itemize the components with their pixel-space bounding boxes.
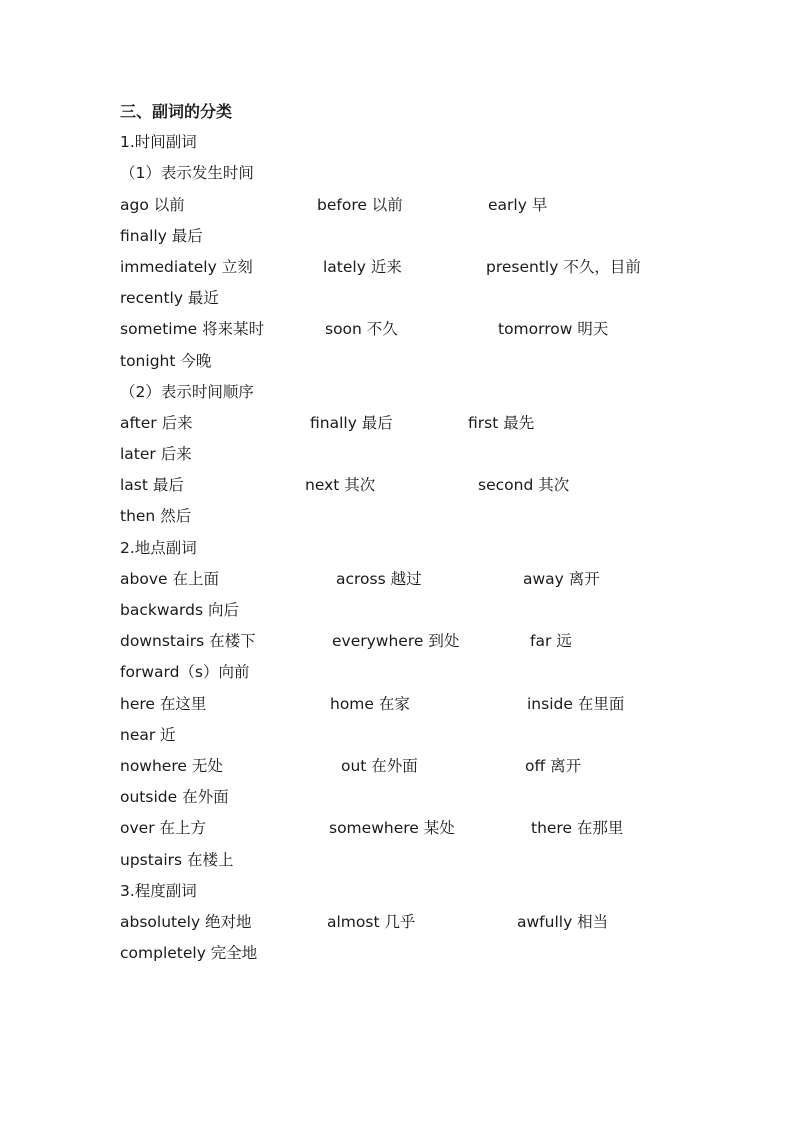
vocab-row (120, 190, 720, 221)
vocab-entry: before 以前 (317, 195, 403, 214)
vocab-entry: nowhere 无处 (120, 756, 223, 775)
vocab-row (120, 845, 720, 876)
vocab-row (120, 751, 720, 782)
vocab-entry: presently 不久，目前 (486, 257, 641, 276)
vocab-entry: ago 以前 (120, 195, 185, 214)
vocab-row (120, 720, 720, 751)
vocab-entry: almost 几乎 (327, 912, 416, 931)
vocab-entry: there 在那里 (531, 819, 624, 838)
vocab-entry: across 越过 (336, 569, 422, 588)
vocab-entry: outside 在外面 (120, 788, 229, 807)
vocab-row (120, 907, 720, 938)
vocab-entry: forward（s）向前 (120, 663, 250, 682)
vocab-entry: over 在上方 (120, 819, 206, 838)
vocab-row (120, 283, 720, 314)
vocab-entry: near 近 (120, 725, 176, 744)
vocab-entry: everywhere 到处 (332, 632, 460, 651)
vocab-row (120, 408, 720, 439)
document-body (120, 96, 720, 969)
vocab-row (120, 439, 720, 470)
vocab-entry: next 其次 (305, 476, 376, 495)
vocab-row (120, 314, 720, 345)
vocab-row (120, 938, 720, 969)
section-heading-time: 1.时间副词 (120, 133, 197, 152)
vocab-entry: lately 近来 (323, 257, 402, 276)
vocab-entry: inside 在里面 (527, 694, 625, 713)
vocab-entry: out 在外面 (341, 756, 418, 775)
vocab-row (120, 470, 720, 501)
vocab-entry: here 在这里 (120, 694, 207, 713)
vocab-row (120, 782, 720, 813)
vocab-entry: early 早 (488, 195, 548, 214)
vocab-entry: absolutely 绝对地 (120, 912, 252, 931)
vocab-entry: recently 最近 (120, 289, 219, 308)
vocab-entry: immediately 立刻 (120, 257, 253, 276)
vocab-entry: away 离开 (523, 569, 600, 588)
vocab-row (120, 689, 720, 720)
vocab-entry: far 远 (530, 632, 572, 651)
vocab-entry: after 后来 (120, 413, 193, 432)
vocab-entry: upstairs 在楼上 (120, 850, 234, 869)
vocab-row (120, 657, 720, 688)
vocab-row (120, 252, 720, 283)
subsection-heading-occurrence: （1）表示发生时间 (120, 164, 254, 183)
subsection-heading-sequence: （2）表示时间顺序 (120, 382, 254, 401)
vocab-entry: finally 最后 (310, 413, 393, 432)
vocab-entry: soon 不久 (325, 320, 398, 339)
vocab-entry: tonight 今晚 (120, 351, 212, 370)
page-title: 三、副词的分类 (120, 102, 233, 121)
vocab-entry: tomorrow 明天 (498, 320, 609, 339)
vocab-row (120, 813, 720, 844)
vocab-entry: above 在上面 (120, 569, 219, 588)
vocab-entry: home 在家 (330, 694, 410, 713)
vocab-entry: awfully 相当 (517, 912, 609, 931)
vocab-entry: off 离开 (525, 756, 582, 775)
vocab-entry: somewhere 某处 (329, 819, 455, 838)
vocab-entry: downstairs 在楼下 (120, 632, 256, 651)
section-heading-place: 2.地点副词 (120, 538, 197, 557)
vocab-entry: then 然后 (120, 507, 192, 526)
vocab-row (120, 595, 720, 626)
vocab-entry: completely 完全地 (120, 944, 258, 963)
vocab-row (120, 626, 720, 657)
vocab-row (120, 346, 720, 377)
vocab-entry: sometime 将来某时 (120, 320, 265, 339)
section-heading-degree: 3.程度副词 (120, 881, 197, 900)
vocab-entry: last 最后 (120, 476, 184, 495)
vocab-entry: first 最先 (468, 413, 535, 432)
vocab-entry: finally 最后 (120, 226, 203, 245)
vocab-entry: later 后来 (120, 445, 192, 464)
vocab-row (120, 221, 720, 252)
vocab-entry: second 其次 (478, 476, 570, 495)
vocab-row (120, 564, 720, 595)
vocab-row (120, 501, 720, 532)
vocab-entry: backwards 向后 (120, 601, 239, 619)
